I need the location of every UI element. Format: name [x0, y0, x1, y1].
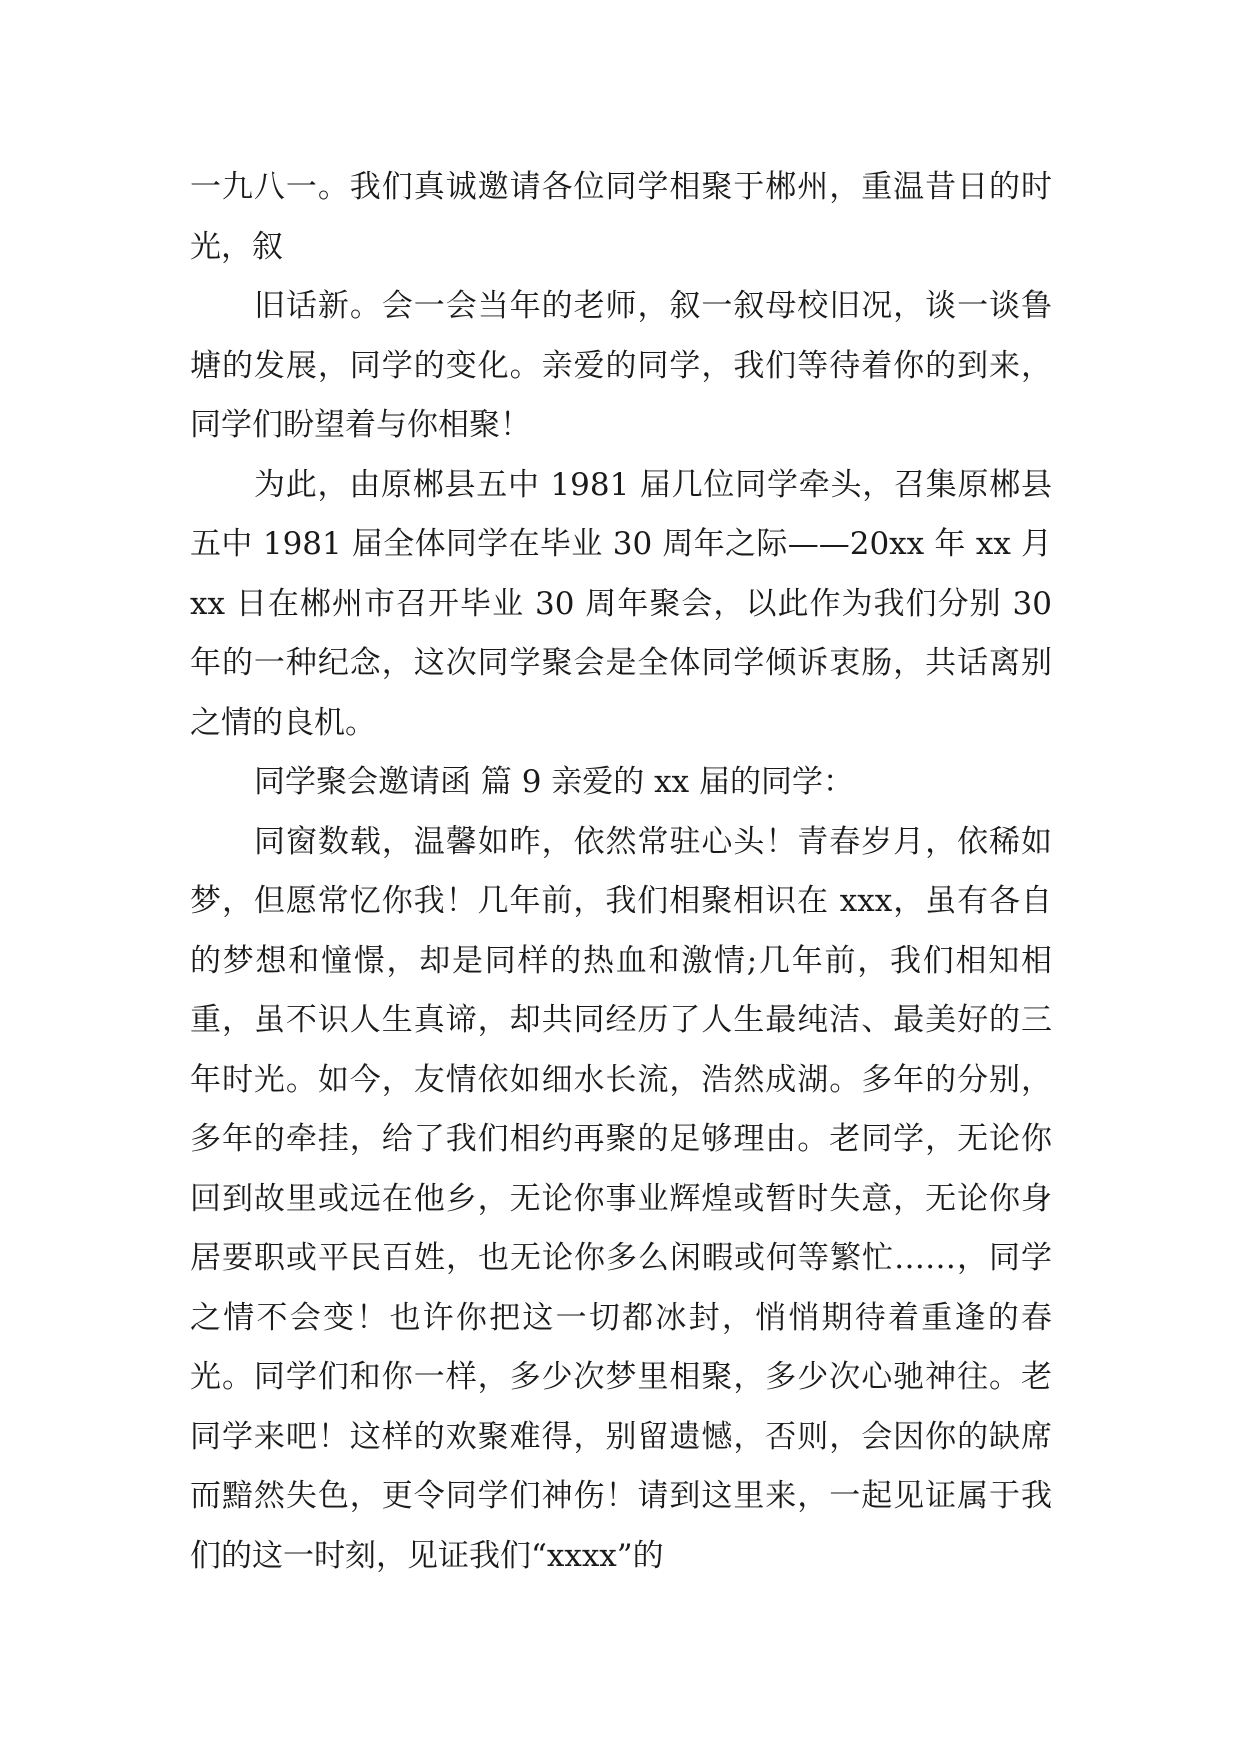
paragraph-letter-body: 同窗数载，温馨如昨，依然常驻心头！青春岁月，依稀如梦，但愿常忆你我！几年前，我们相聚相识在 xxx，虽有各自的梦想和憧憬，却是同样的热血和激情;几年前，我们相知相重，虽不识人生真谛，却共同经历了人生最纯洁、最美好的三年时光。如今，友情依如细水长流，浩然成湖。多年的分别，多年的牵挂，给了我们相约再聚的足够理由。老同学，无论你回到故里或远在他乡，无论你事业辉煌或暂时失意，无论你身居要职或平民百姓，也无论你多么闲暇或何等繁忙……，同学之情不会变！也许你把这一切都冰封，悄悄期待着重逢的春光。同学们和你一样，多少次梦里相聚，多少次心驰神往。老同学来吧！这样的欢聚难得，别留遗憾，否则，会因你的缺席而黯然失色，更令同学们神伤！请到这里来，一起见证属于我们的这一时刻，见证我们“xxxx”的 — [190, 823, 1052, 1574]
paragraph-reunion-invite: 旧话新。会一会当年的老师，叙一叙母校旧况，谈一谈鲁塘的发展，同学的变化。亲爱的同学，我们等待着你的到来，同学们盼望着与你相聚！ — [190, 288, 1052, 443]
paragraph-organizers: 为此，由原郴县五中 1981 届几位同学牵头，召集原郴县五中 1981 届全体同学在毕业 30 周年之际——20xx 年 xx 月 xx 日在郴州市召开毕业 30 周年聚会，以此作为我们分别 30 年的一种纪念，这次同学聚会是全体同学倾诉衷肠，共话离别之情的良机。 — [190, 466, 1052, 741]
paragraph-letter-heading: 同学聚会邀请函 篇 9 亲爱的 xx 届的同学： — [254, 764, 854, 800]
document-page — [190, 158, 1052, 1586]
paragraph-continuation: 一九八一。我们真诚邀请各位同学相聚于郴州，重温昔日的时光，叙 — [190, 169, 1052, 265]
